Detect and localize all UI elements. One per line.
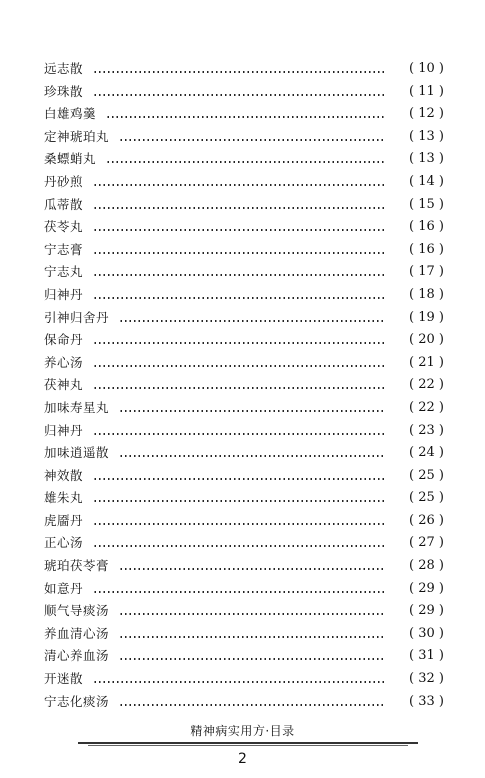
- toc-entry: [44, 329, 444, 352]
- toc-entry-page: ( 13 ): [390, 126, 444, 149]
- toc-entry-page: ( 20 ): [390, 329, 444, 352]
- toc-entry: [44, 194, 444, 217]
- footer-rule-thin: [88, 745, 408, 746]
- toc-leader-dots: [93, 591, 386, 593]
- toc-entry-page: ( 24 ): [390, 442, 444, 465]
- toc-entry-page: ( 30 ): [390, 623, 444, 646]
- toc-entry: [44, 442, 444, 465]
- toc-entry-title: 归神丹: [44, 284, 87, 307]
- toc-entry-title: 加味逍遥散: [44, 442, 113, 465]
- toc-entry: [44, 600, 444, 623]
- toc-entry-title: 正心汤: [44, 532, 87, 555]
- toc-entry-page: ( 26 ): [390, 510, 444, 533]
- toc-entry-title: 茯神丸: [44, 374, 87, 397]
- toc-leader-dots: [106, 116, 386, 118]
- toc-leader-dots: [93, 478, 386, 480]
- toc-entry-page: ( 16 ): [390, 239, 444, 262]
- toc-leader-dots: [93, 433, 386, 435]
- toc-entry-title: 养心汤: [44, 352, 87, 375]
- toc-entry-page: ( 32 ): [390, 668, 444, 691]
- toc-entry-page: ( 17 ): [390, 261, 444, 284]
- toc-leader-dots: [119, 568, 386, 570]
- toc-entry: [44, 58, 444, 81]
- toc-entry-page: ( 12 ): [390, 103, 444, 126]
- toc-leader-dots: [93, 297, 386, 299]
- running-title: 精神病实用方·目录: [190, 724, 295, 738]
- toc-entry-title: 宁志丸: [44, 261, 87, 284]
- toc-entry: [44, 284, 444, 307]
- toc-entry: [44, 216, 444, 239]
- toc-entry-title: 瓜蒂散: [44, 194, 87, 217]
- toc-entry-page: ( 31 ): [390, 645, 444, 668]
- toc-leader-dots: [93, 229, 386, 231]
- toc-leader-dots: [119, 636, 386, 638]
- toc-entry-page: ( 18 ): [390, 284, 444, 307]
- toc-entry: [44, 532, 444, 555]
- toc-leader-dots: [119, 410, 386, 412]
- toc-entry: [44, 171, 444, 194]
- toc-entry-page: ( 29 ): [390, 600, 444, 623]
- toc-leader-dots: [119, 320, 386, 322]
- page-number: 2: [238, 751, 247, 767]
- toc-entry-page: ( 21 ): [390, 352, 444, 375]
- toc-entry-title: 琥珀茯苓膏: [44, 555, 113, 578]
- toc-entry: [44, 691, 444, 714]
- toc-entry-page: ( 16 ): [390, 216, 444, 239]
- toc-entry-title: 茯苓丸: [44, 216, 87, 239]
- toc-leader-dots: [119, 139, 386, 141]
- toc-leader-dots: [93, 681, 386, 683]
- toc-entry-title: 保命丹: [44, 329, 87, 352]
- toc-leader-dots: [93, 71, 386, 73]
- toc-entry-page: ( 11 ): [390, 81, 444, 104]
- toc-entry: [44, 148, 444, 171]
- toc-entry: [44, 261, 444, 284]
- toc-entry-title: 白雄鸡羹: [44, 103, 100, 126]
- toc-entry-page: ( 10 ): [390, 58, 444, 81]
- toc-entry: [44, 307, 444, 330]
- toc-entry-page: ( 14 ): [390, 171, 444, 194]
- toc-entry-page: ( 25 ): [390, 487, 444, 510]
- toc-entry: [44, 103, 444, 126]
- toc-entry-title: 清心养血汤: [44, 645, 113, 668]
- toc-entry-title: 开迷散: [44, 668, 87, 691]
- toc-leader-dots: [93, 252, 386, 254]
- toc-entry: [44, 487, 444, 510]
- toc-entry-title: 养血清心汤: [44, 623, 113, 646]
- toc-entry-title: 桑螵蛸丸: [44, 148, 100, 171]
- toc-leader-dots: [106, 161, 386, 163]
- toc-entry: [44, 420, 444, 443]
- toc-entry-title: 定神琥珀丸: [44, 126, 113, 149]
- toc-leader-dots: [93, 274, 386, 276]
- toc-entry: [44, 555, 444, 578]
- toc-leader-dots: [93, 207, 386, 209]
- toc-leader-dots: [93, 94, 386, 96]
- toc-entry: [44, 510, 444, 533]
- toc-entry-title: 虎靥丹: [44, 510, 87, 533]
- toc-leader-dots: [93, 365, 386, 367]
- toc-entry: [44, 81, 444, 104]
- toc-entry-title: 宁志化痰汤: [44, 691, 113, 714]
- toc-entry-page: ( 15 ): [390, 194, 444, 217]
- toc-entry-page: ( 22 ): [390, 397, 444, 420]
- toc-entry: [44, 645, 444, 668]
- toc-entry-page: ( 19 ): [390, 307, 444, 330]
- toc-entry-page: ( 28 ): [390, 555, 444, 578]
- toc-entry-title: 加味寿星丸: [44, 397, 113, 420]
- toc-leader-dots: [119, 455, 386, 457]
- toc-entry-title: 归神丹: [44, 420, 87, 443]
- toc-entry-title: 远志散: [44, 58, 87, 81]
- toc-leader-dots: [93, 184, 386, 186]
- toc-entry-page: ( 27 ): [390, 532, 444, 555]
- toc-leader-dots: [93, 523, 386, 525]
- toc-entry-title: 神效散: [44, 465, 87, 488]
- toc-entry-page: ( 29 ): [390, 578, 444, 601]
- footer-rule: [78, 742, 418, 744]
- toc-leader-dots: [93, 387, 386, 389]
- toc-entry-page: ( 22 ): [390, 374, 444, 397]
- toc-leader-dots: [119, 613, 386, 615]
- toc-entry-title: 丹砂煎: [44, 171, 87, 194]
- toc-entry: [44, 623, 444, 646]
- toc-entry: [44, 465, 444, 488]
- toc-entry: [44, 126, 444, 149]
- toc-entry: [44, 239, 444, 262]
- toc-entry: [44, 374, 444, 397]
- toc-entry-page: ( 13 ): [390, 148, 444, 171]
- toc-entry-title: 宁志膏: [44, 239, 87, 262]
- toc-entry-title: 雄朱丸: [44, 487, 87, 510]
- toc-entry-title: 如意丹: [44, 578, 87, 601]
- toc-leader-dots: [93, 500, 386, 502]
- toc-leader-dots: [93, 342, 386, 344]
- toc-leader-dots: [119, 658, 386, 660]
- toc-entry-page: ( 33 ): [390, 691, 444, 714]
- toc-entry: [44, 352, 444, 375]
- toc-entry-page: ( 25 ): [390, 465, 444, 488]
- toc-entry-title: 顺气导痰汤: [44, 600, 113, 623]
- toc-entry: [44, 578, 444, 601]
- toc-entry: [44, 668, 444, 691]
- toc-entry-page: ( 23 ): [390, 420, 444, 443]
- table-of-contents: [44, 58, 444, 713]
- toc-entry-title: 引神归舍丹: [44, 307, 113, 330]
- toc-entry-title: 珍珠散: [44, 81, 87, 104]
- toc-leader-dots: [119, 704, 386, 706]
- toc-leader-dots: [93, 545, 386, 547]
- toc-entry: [44, 397, 444, 420]
